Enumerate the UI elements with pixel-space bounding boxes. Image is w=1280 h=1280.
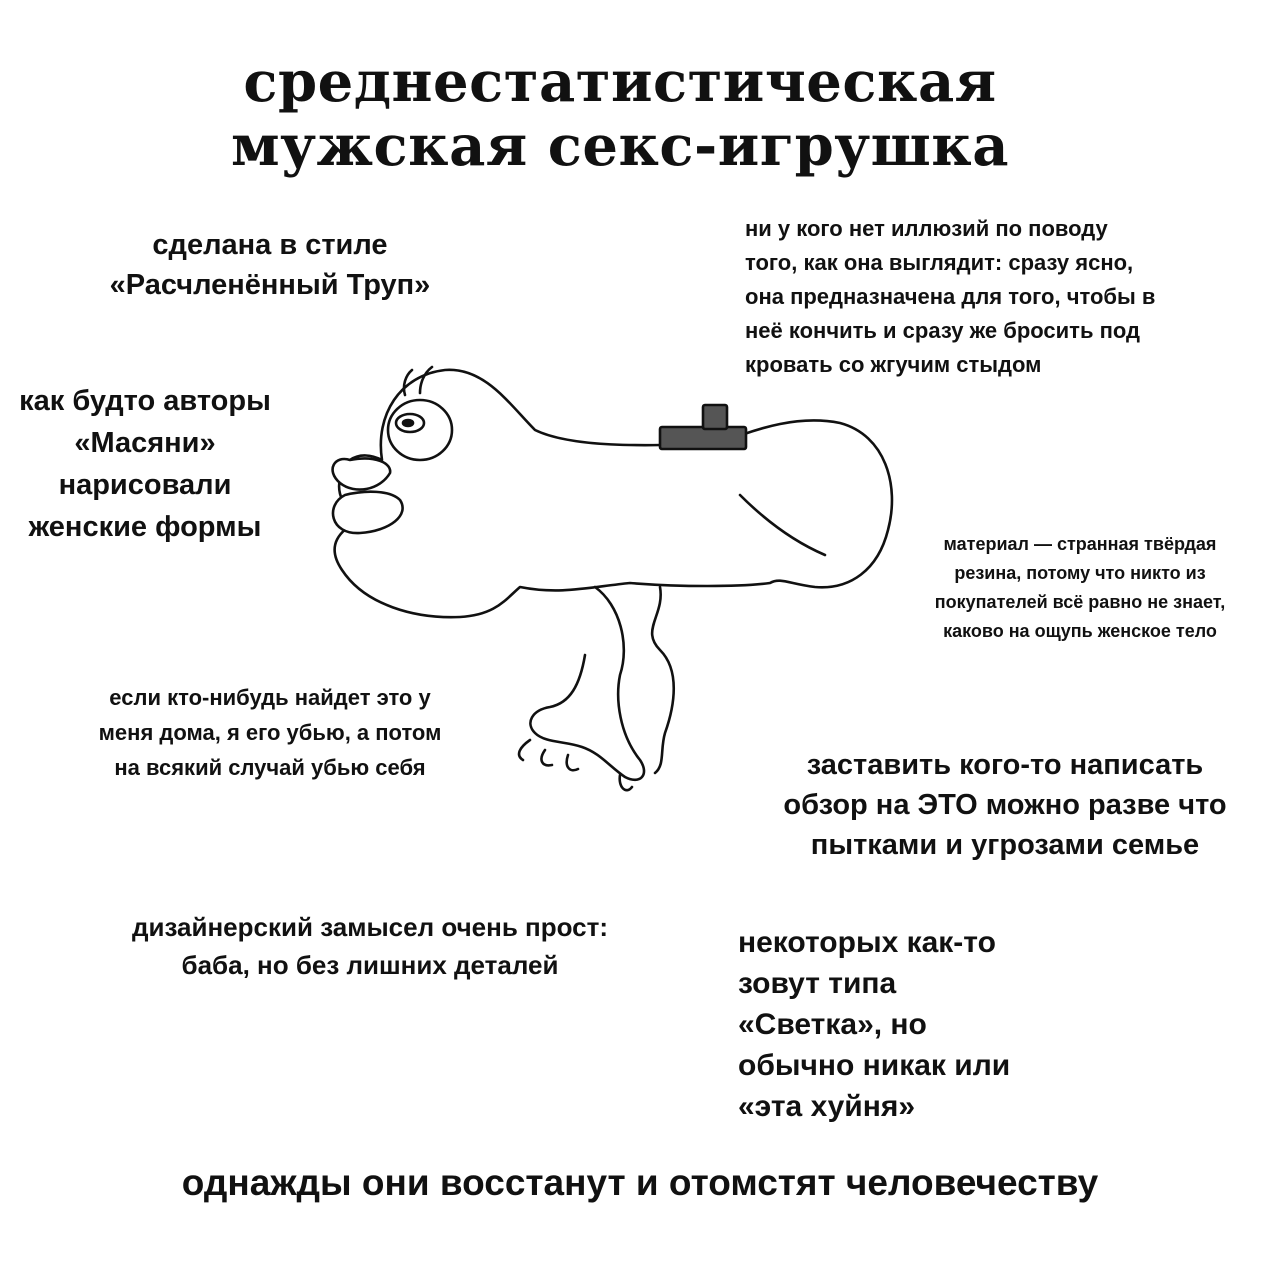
note-review-line-3: пытками и угрозами семье: [810, 829, 1200, 861]
note-names-line-2: зовут типа: [738, 967, 897, 1000]
note-names-line-5: «эта хуйня»: [738, 1090, 916, 1123]
note-names: [738, 922, 1158, 1127]
note-review-line-1: заставить кого-то написать: [806, 749, 1204, 781]
note-masyanya-line-4: женские формы: [28, 511, 262, 543]
note-design-line-2: баба, но без лишних деталей: [181, 950, 559, 980]
note-found-line-3: на всякий случай убью себя: [114, 755, 426, 780]
page-title: [0, 50, 1240, 178]
toy-right-leg: [652, 587, 674, 773]
title-line-2: мужская секс-игрушка: [230, 113, 1009, 179]
note-names-line-1: некоторых как-то: [738, 926, 996, 959]
note-material: [895, 530, 1265, 646]
note-names-line-4: обычно никак или: [738, 1049, 1011, 1082]
note-material-line-3: покупателей всё равно не знает,: [934, 592, 1226, 612]
note-design-line-1: дизайнерский замысел очень прост:: [131, 912, 609, 942]
title-line-1: среднестатистическая: [243, 49, 997, 115]
note-style: [60, 225, 480, 305]
note-material-line-1: материал — странная твёрдая: [943, 534, 1217, 554]
toy-cap-top: [703, 405, 727, 429]
note-material-line-2: резина, потому что никто из: [954, 563, 1206, 583]
note-illusions-line-3: она предназначена для того, чтобы в: [745, 284, 1156, 309]
note-design: [60, 908, 680, 984]
note-material-line-4: каково на ощупь женское тело: [943, 621, 1217, 641]
note-style-line-1: сделана в стиле: [152, 229, 388, 261]
toy-cap-base: [660, 427, 746, 449]
toy-figure-illustration: [320, 355, 910, 810]
note-illusions-line-2: того, как она выглядит: сразу ясно,: [745, 250, 1134, 275]
note-found-line-2: меня дома, я его убью, а потом: [98, 720, 442, 745]
note-masyanya-line-2: «Масяни»: [74, 427, 216, 459]
note-masyanya-line-3: нарисовали: [58, 469, 232, 501]
note-illusions-line-4: неё кончить и сразу же бросить под: [745, 318, 1140, 343]
note-illusions-line-1: ни у кого нет иллюзий по поводу: [745, 216, 1108, 241]
note-illusions-line-5: кровать со жгучим стыдом: [745, 352, 1042, 377]
toy-figure-outline: [333, 367, 892, 790]
note-review-line-2: обзор на ЭТО можно разве что: [783, 789, 1227, 821]
toy-eye-pupil: [403, 420, 413, 426]
note-found-line-1: если кто-нибудь найдет это у: [109, 685, 431, 710]
note-style-line-2: «Расчленённый Труп»: [109, 269, 431, 301]
toy-left-leg: [530, 587, 644, 780]
note-revenge: [0, 1160, 1280, 1206]
note-revenge-line-1: однажды они восстанут и отомстят человечеству: [181, 1162, 1099, 1203]
note-names-line-3: «Светка», но: [738, 1008, 927, 1041]
note-masyanya: [0, 380, 290, 548]
note-masyanya-line-1: как будто авторы: [19, 385, 271, 417]
